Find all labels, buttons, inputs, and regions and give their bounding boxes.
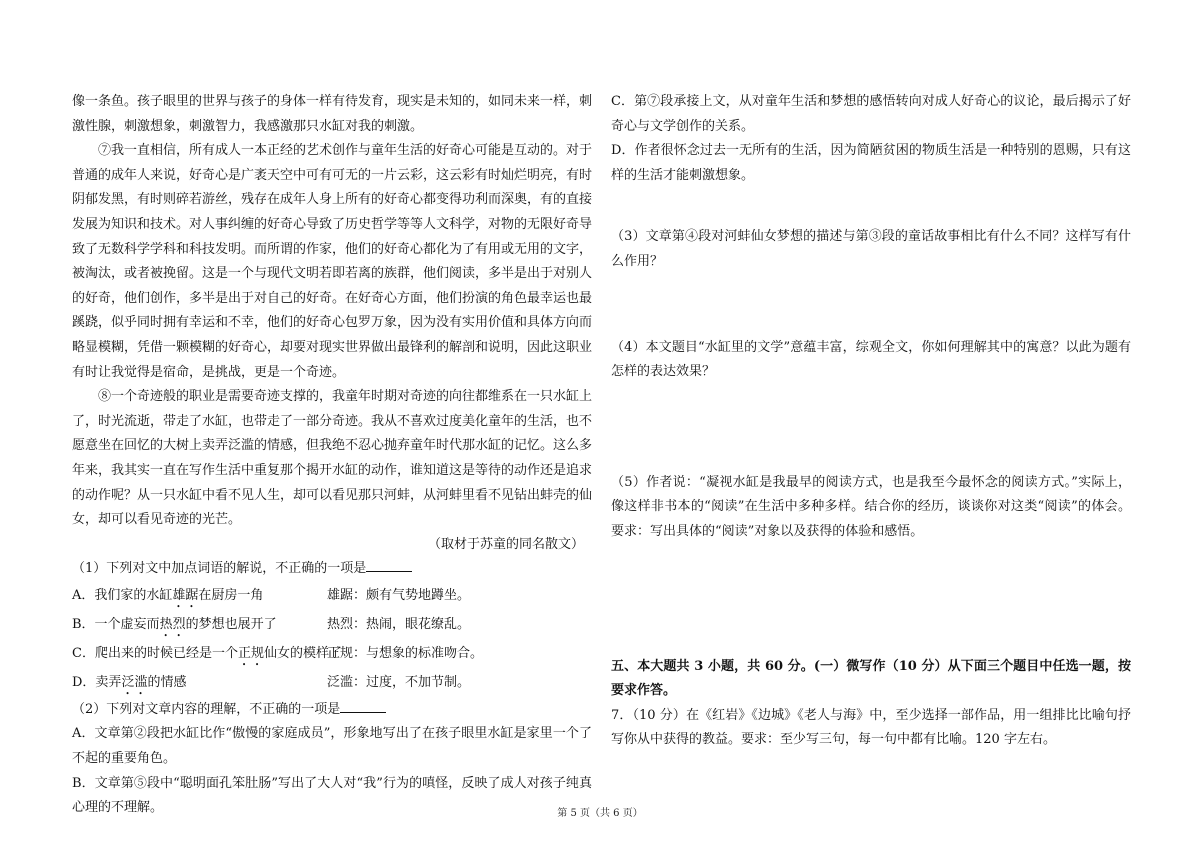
option-text: 仙女的模样了 (263, 645, 342, 661)
q2-option-b: B．文章第⑤段中“聪明面孔笨肚肠”写出了大人对“我”行为的嗔怪，反映了成人对孩子纯真心理的不理解。 (72, 775, 592, 816)
question-3: （3）文章第④段对河蚌仙女梦想的描述与第③段的童话故事相比有什么不同？这样写有什么作用？ (611, 229, 1131, 269)
paragraph-8: ⑧一个奇迹般的职业是需要奇迹支撑的，我童年时期对奇迹的向往都维系在一只水缸上了，时光流逝，带走了水缸，也带走了一部分奇迹。我从不喜欢过度美化童年的生活，也不愿意坐在回忆的大树上卖弄泛滥的情感，但我绝不忍心抛弃童年时代那水缸的记忆。这么多年来，我其实一直在写作生活中重复那个揭开水缸的动作，谁知道这是等待的动作还是追求的动作呢？从一只水缸中看不见人生，却可以看见那只河蚌，从河蚌里看不见钻出蚌壳的仙女，却可以看见奇迹的光芒。 (72, 389, 593, 528)
section-5-heading: 五、本大题共 3 小题，共 60 分。(一）微写作（10 分）从下面三个题目中任选一题，按要求作答。 (611, 658, 1131, 699)
dotted-word: 泛滥 (121, 674, 148, 690)
right-column (611, 90, 1131, 753)
option-text: A．我们家的水缸 (72, 587, 173, 603)
paragraph-7: ⑦我一直相信，所有成人一本正经的艺术创作与童年生活的好奇心可能是互动的。对于普通的成年人来说，好奇心是广袤天空中可有可无的一片云彩，这云彩有时灿烂明亮，有时阴郁发黑，有时则碎若游丝，残存在成年人身上所有的好奇心都变得功利而深奥，有的直接发展为知识和技术。对人事纠缠的好奇心导致了历史哲学等等人文科学，对物的无限好奇导致了无数科学学科和科技发明。而所谓的作家，他们的好奇心都化为了有用或无用的文字，被淘汰，或者被挽留。这是一个与现代文明若即若离的族群，他们阅读，多半是出于对别人的好奇，他们创作，多半是出于对自己的好奇。在好奇心方面，他们扮演的角色最幸运也最蹊跷，似乎同时拥有幸运和不幸，他们的好奇心包罗万象，因为没有实用价值和具体方向而略显模糊，凭借一颗模糊的好奇心，却要对现实世界做出最锋利的解剖和说明，因此这职业有时让我觉得是宿命，是挑战，更是一个奇迹。 (72, 143, 593, 380)
dotted-word: 正规 (237, 645, 264, 661)
q2-option-c: C．第⑦段承接上文，从对童年生活和梦想的感悟转向对成人好奇心的议论，最后揭示了好奇心与文学创作的关系。 (611, 94, 1131, 134)
option-text: 的情感 (147, 674, 187, 690)
question-7: 7．（10 分）在《红岩》《边城》《老人与海》中，至少选择一部作品，用一组排比比喻句抒写你从中获得的教益。要求：至少写三句，每一句中都有比喻。120 字左右。 (611, 707, 1131, 748)
option-text: B．一个虚妄而 (72, 616, 160, 632)
q1-option-b (72, 611, 592, 640)
dotted-word: 热烈 (159, 616, 186, 632)
q2-option-d: D．作者很怀念过去一无所有的生活，因为简陋贫困的物质生活是一种特别的恩赐，只有这样的生活才能刺激想象。 (611, 143, 1131, 183)
option-note: 雄踞：颇有气势地蹲坐。 (327, 587, 471, 603)
question-5: （5）作者说：“凝视水缸是我最早的阅读方式，也是我至今最怀念的阅读方式。”实际上，像这样非书本的“阅读”在生活中多种多样。结合你的经历，谈谈你对这类“阅读”的体会。要求：写出具体的“阅读”对象以及获得的体验和感悟。 (611, 474, 1131, 539)
option-text: C．爬出来的时候已经是一个 (72, 645, 238, 661)
question-4: （4）本文题目“水缸里的文学”意蕴丰富，综观全文，你如何理解其中的寓意？以此为题有怎样的表达效果？ (611, 339, 1131, 380)
q2-option-a: A．文章第②段把水缸比作“傲慢的家庭成员”，形象地写出了在孩子眼里水缸是家里一个了不起的重要角色。 (72, 726, 592, 767)
q1-option-c (72, 640, 592, 669)
left-column (72, 90, 592, 821)
question-1-stem: （1）下列对文中加点词语的解说，不正确的一项是 (72, 561, 367, 577)
option-text: 的梦想也展开了 (185, 616, 277, 632)
option-note: 泛滥：过度，不加节制。 (327, 674, 471, 690)
dotted-word: 雄踞 (172, 587, 199, 603)
answer-blank (340, 700, 386, 713)
question-2 (72, 698, 592, 723)
option-note: 热烈：热闹，眼花缭乱。 (327, 616, 471, 632)
question-2-stem: （2）下列对文章内容的理解，不正确的一项是 (72, 701, 341, 717)
option-text: D．卖弄 (72, 674, 122, 690)
paragraph-continued: 像一条鱼。孩子眼里的世界与孩子的身体一样有待发育，现实是未知的，如同未来一样，刺激性腺，刺激想象，刺激智力，我感激那只水缸对我的刺激。 (72, 94, 593, 134)
source-note: （取材于苏童的同名散文） (427, 536, 584, 552)
option-text: 在厨房一角 (198, 587, 264, 603)
option-note: 正规：与想象的标准吻合。 (327, 645, 484, 661)
page-footer: 第 5 页（共 6 页） (557, 808, 643, 819)
q1-option-d (72, 669, 592, 698)
answer-blank (366, 559, 412, 572)
question-1 (72, 557, 592, 582)
q1-option-a (72, 582, 592, 611)
